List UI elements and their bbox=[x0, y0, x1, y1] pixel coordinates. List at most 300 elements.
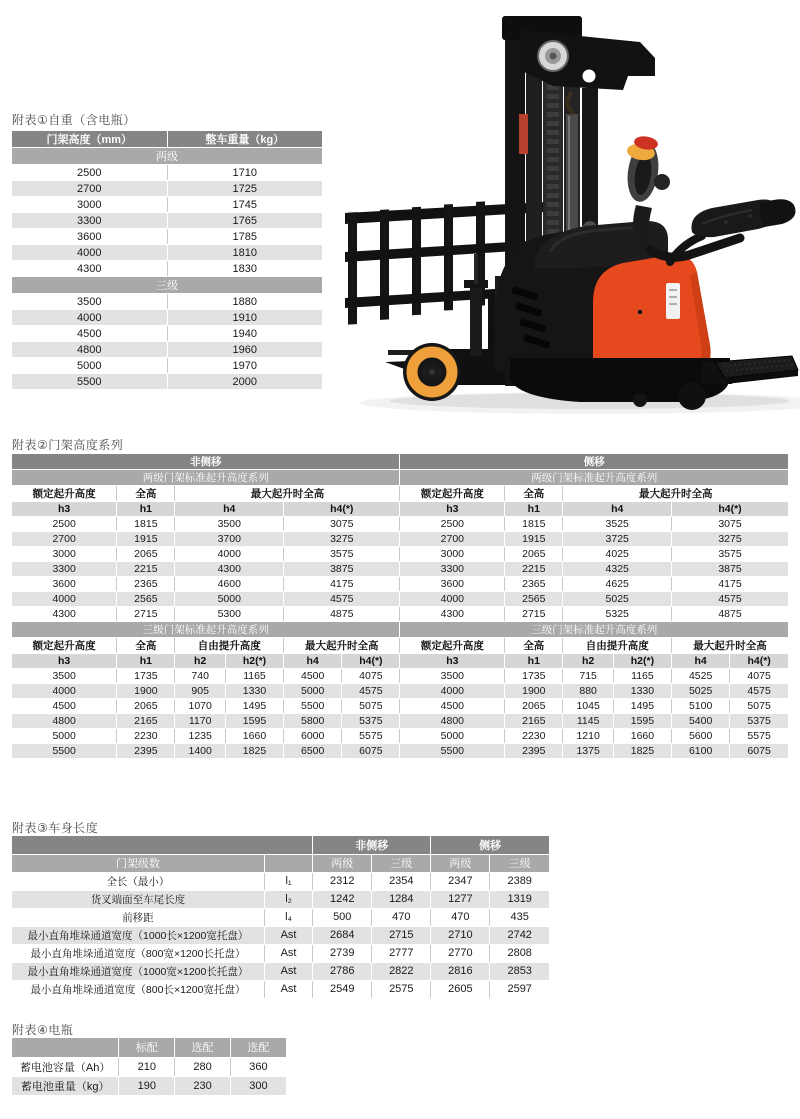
table-cell: 4000 bbox=[12, 245, 167, 261]
table-cell: 5800 bbox=[284, 714, 342, 729]
caster-wheel bbox=[633, 393, 647, 407]
table-cell: 1915 bbox=[505, 532, 563, 547]
table-row bbox=[12, 532, 788, 547]
table-row bbox=[12, 592, 788, 607]
table-cell: 4800 bbox=[12, 342, 167, 358]
table-cell: 4300 bbox=[175, 562, 284, 577]
sub-h3: h3 bbox=[400, 502, 505, 517]
table-cell: 1284 bbox=[372, 890, 431, 908]
table-cell: 2230 bbox=[117, 729, 175, 744]
table-cell: 4800 bbox=[400, 714, 505, 729]
table-cell: 3500 bbox=[400, 669, 505, 684]
table-cell: 3525 bbox=[563, 517, 672, 532]
table-cell: 3700 bbox=[175, 532, 284, 547]
table-cell: 1830 bbox=[167, 261, 322, 277]
mast-stages-label: 门架级数 bbox=[12, 854, 264, 872]
table-cell: 3875 bbox=[672, 562, 788, 577]
table1-header-row bbox=[12, 131, 322, 148]
table-cell: 蓄电池容量（Ah） bbox=[12, 1057, 119, 1076]
table4-title: 附表④电瓶 bbox=[12, 1023, 74, 1037]
table-cell: 4300 bbox=[12, 607, 117, 622]
table-cell: 1765 bbox=[167, 213, 322, 229]
sub-h2-star: h2(*) bbox=[225, 654, 283, 669]
table-cell: 4575 bbox=[284, 592, 400, 607]
table-cell: 5000 bbox=[400, 729, 505, 744]
armrest bbox=[650, 199, 796, 262]
table-cell: 740 bbox=[175, 669, 225, 684]
stage-two: 两级 bbox=[431, 854, 490, 872]
table3-stage-header-row bbox=[12, 854, 549, 872]
table-cell: 2065 bbox=[117, 699, 175, 714]
table1-section-three-stage-row bbox=[12, 277, 322, 294]
table-cell: 3600 bbox=[12, 577, 117, 592]
table-cell: 3300 bbox=[12, 213, 167, 229]
table-cell: 最小直角堆垛通道宽度（800宽×1200长托盘） bbox=[12, 944, 264, 962]
sub-h1: h1 bbox=[505, 502, 563, 517]
table-row bbox=[12, 607, 788, 622]
table-cell: 3600 bbox=[12, 229, 167, 245]
table-cell: 1900 bbox=[117, 684, 175, 699]
table-cell: 2395 bbox=[505, 744, 563, 759]
table-cell: 1330 bbox=[225, 684, 283, 699]
sub-h3: h3 bbox=[12, 502, 117, 517]
sub-h4-star: h4(*) bbox=[342, 654, 400, 669]
table-cell: 1735 bbox=[117, 669, 175, 684]
reach-truck-product-image bbox=[340, 0, 800, 420]
table-cell: 5500 bbox=[284, 699, 342, 714]
table-cell: 2347 bbox=[431, 872, 490, 890]
table-cell: 2365 bbox=[117, 577, 175, 592]
table4-battery bbox=[12, 1038, 286, 1096]
drive-wheel bbox=[678, 382, 706, 410]
table-cell: 1400 bbox=[175, 744, 225, 759]
table-cell: 1725 bbox=[167, 181, 322, 197]
table-cell: 2715 bbox=[117, 607, 175, 622]
stage-three: 三级 bbox=[490, 854, 549, 872]
table-cell: 1810 bbox=[167, 245, 322, 261]
table-cell: Ast bbox=[264, 926, 312, 944]
table-cell: 最小直角堆垛通道宽度（1000宽×1200长托盘） bbox=[12, 962, 264, 980]
table-cell: 2215 bbox=[505, 562, 563, 577]
table-row bbox=[12, 669, 788, 684]
table-cell: 300 bbox=[230, 1076, 286, 1095]
table-cell: 4000 bbox=[12, 592, 117, 607]
col-rated-lift-height: 额定起升高度 bbox=[12, 638, 117, 654]
table-cell: 470 bbox=[431, 908, 490, 926]
table-cell: 4075 bbox=[342, 669, 400, 684]
table-cell: 3275 bbox=[672, 532, 788, 547]
group-non-sideshift: 非侧移 bbox=[313, 836, 431, 854]
table-cell: 1495 bbox=[613, 699, 671, 714]
lift-cylinder bbox=[566, 114, 578, 234]
table2-title: 附表②门架高度系列 bbox=[12, 438, 124, 452]
table-cell: 1595 bbox=[225, 714, 283, 729]
table-cell: 2500 bbox=[12, 517, 117, 532]
table-cell: 6500 bbox=[284, 744, 342, 759]
mast-sticker bbox=[519, 114, 528, 154]
table-cell: 4300 bbox=[12, 261, 167, 277]
table-row bbox=[12, 310, 322, 326]
col-overall-height: 全高 bbox=[117, 486, 175, 502]
blank-cell bbox=[12, 1038, 119, 1057]
table-cell: 2816 bbox=[431, 962, 490, 980]
table-row bbox=[12, 714, 788, 729]
table2-group-row bbox=[12, 454, 788, 470]
table3-group-row bbox=[12, 836, 549, 854]
table-cell: 2500 bbox=[400, 517, 505, 532]
table-cell: 190 bbox=[119, 1076, 175, 1095]
sub-h4-star: h4(*) bbox=[730, 654, 788, 669]
table-cell: 5600 bbox=[672, 729, 730, 744]
table-row bbox=[12, 562, 788, 577]
table-cell: 1277 bbox=[431, 890, 490, 908]
table-cell: 5075 bbox=[342, 699, 400, 714]
table2-three-stage-colheader-row bbox=[12, 638, 788, 654]
col-standard: 标配 bbox=[119, 1038, 175, 1057]
col-max-lift-overall-height: 最大起升时全高 bbox=[175, 486, 400, 502]
table-cell: 4500 bbox=[12, 699, 117, 714]
table-cell: Ast bbox=[264, 944, 312, 962]
table-cell: 2575 bbox=[372, 980, 431, 998]
table-cell: 5000 bbox=[284, 684, 342, 699]
table-cell: 2065 bbox=[117, 547, 175, 562]
table-cell: 5575 bbox=[730, 729, 788, 744]
table2-two-stage-colheader-row bbox=[12, 486, 788, 502]
section-label-three-stage: 三级 bbox=[12, 277, 322, 294]
front-load-wheel bbox=[403, 343, 461, 401]
table-cell: 2739 bbox=[313, 944, 372, 962]
sub-h1: h1 bbox=[505, 654, 563, 669]
table-cell: 435 bbox=[490, 908, 549, 926]
table-cell: 230 bbox=[175, 1076, 231, 1095]
table-cell: 6075 bbox=[730, 744, 788, 759]
col-max-lift-overall-height: 最大起升时全高 bbox=[563, 486, 788, 502]
table-row bbox=[12, 294, 322, 310]
sub-h4-star: h4(*) bbox=[672, 502, 788, 517]
table-cell: 3000 bbox=[400, 547, 505, 562]
table-cell: 6000 bbox=[284, 729, 342, 744]
table-cell: 6100 bbox=[672, 744, 730, 759]
table-cell: 2605 bbox=[431, 980, 490, 998]
col-rated-lift-height: 额定起升高度 bbox=[400, 486, 505, 502]
table-cell: 1960 bbox=[167, 342, 322, 358]
table-cell: 280 bbox=[175, 1057, 231, 1076]
table-cell: 715 bbox=[563, 669, 613, 684]
table-cell: 500 bbox=[313, 908, 372, 926]
table-cell: 4000 bbox=[400, 592, 505, 607]
table-cell: 1910 bbox=[167, 310, 322, 326]
table-row bbox=[12, 197, 322, 213]
three-stage-series-title-left: 三级门架标准起升高度系列 bbox=[12, 622, 400, 638]
table1-title: 附表①自重（含电瓶） bbox=[12, 113, 136, 127]
table1-col-mast-height: 门架高度（mm） bbox=[12, 131, 167, 148]
table2-three-stage-title-row bbox=[12, 622, 788, 638]
table-row bbox=[12, 517, 788, 532]
table4-header-row bbox=[12, 1038, 286, 1057]
table-cell: 1070 bbox=[175, 699, 225, 714]
table-row bbox=[12, 744, 788, 759]
table-cell: 4500 bbox=[12, 326, 167, 342]
table-cell: 2715 bbox=[505, 607, 563, 622]
table-cell: 5025 bbox=[563, 592, 672, 607]
table-cell: Ast bbox=[264, 962, 312, 980]
table-cell: Ast bbox=[264, 980, 312, 998]
table-cell: 2065 bbox=[505, 699, 563, 714]
table-cell: 1330 bbox=[613, 684, 671, 699]
table-cell: 1165 bbox=[613, 669, 671, 684]
table-cell: 4875 bbox=[284, 607, 400, 622]
table-cell: 4575 bbox=[672, 592, 788, 607]
table-cell: 3000 bbox=[12, 547, 117, 562]
table-row bbox=[12, 165, 322, 181]
table-cell: 5100 bbox=[672, 699, 730, 714]
table-cell: 1375 bbox=[563, 744, 613, 759]
table-cell: 2777 bbox=[372, 944, 431, 962]
table-cell: 5375 bbox=[342, 714, 400, 729]
col-max-lift-overall-height: 最大起升时全高 bbox=[284, 638, 400, 654]
table-cell: 5075 bbox=[730, 699, 788, 714]
table-cell: 2215 bbox=[117, 562, 175, 577]
table-cell: 4075 bbox=[730, 669, 788, 684]
table-cell: 6075 bbox=[342, 744, 400, 759]
table-cell: 蓄电池重量（kg） bbox=[12, 1076, 119, 1095]
table-cell: l₁ bbox=[264, 872, 312, 890]
table-cell: 5000 bbox=[12, 358, 167, 374]
sub-h4-star: h4(*) bbox=[284, 502, 400, 517]
table-cell: 1915 bbox=[117, 532, 175, 547]
table-cell: 3500 bbox=[12, 294, 167, 310]
table-cell: 2165 bbox=[117, 714, 175, 729]
table-cell: 2389 bbox=[490, 872, 549, 890]
table-row bbox=[12, 358, 322, 374]
table-cell: 4300 bbox=[400, 607, 505, 622]
sub-h4: h4 bbox=[672, 654, 730, 669]
table-cell: 1745 bbox=[167, 197, 322, 213]
table3-body-length bbox=[12, 836, 549, 999]
table-cell: 2395 bbox=[117, 744, 175, 759]
table-row bbox=[12, 181, 322, 197]
table-cell: 1210 bbox=[563, 729, 613, 744]
table-cell: 5375 bbox=[730, 714, 788, 729]
table-cell: 1825 bbox=[225, 744, 283, 759]
table-cell: 1170 bbox=[175, 714, 225, 729]
table-cell: 4525 bbox=[672, 669, 730, 684]
col-free-lift-height: 自由提升高度 bbox=[175, 638, 284, 654]
table-cell: 1880 bbox=[167, 294, 322, 310]
table-cell: 全长（最小） bbox=[12, 872, 264, 890]
table-cell: 2742 bbox=[490, 926, 549, 944]
col-max-lift-overall-height: 最大起升时全高 bbox=[672, 638, 788, 654]
table-cell: 3500 bbox=[12, 669, 117, 684]
col-overall-height: 全高 bbox=[117, 638, 175, 654]
table-cell: 3300 bbox=[12, 562, 117, 577]
table-cell: 2715 bbox=[372, 926, 431, 944]
table-cell: 3275 bbox=[284, 532, 400, 547]
table-cell: 1735 bbox=[505, 669, 563, 684]
table-cell: 210 bbox=[119, 1057, 175, 1076]
table2-two-stage-subheader-row bbox=[12, 502, 788, 517]
table-cell: 4175 bbox=[672, 577, 788, 592]
section-label-two-stage: 两级 bbox=[12, 148, 322, 165]
table-cell: 5575 bbox=[342, 729, 400, 744]
table-cell: 2700 bbox=[12, 181, 167, 197]
table-cell: 2786 bbox=[313, 962, 372, 980]
table-cell: 最小直角堆垛通道宽度（1000长×1200宽托盘） bbox=[12, 926, 264, 944]
table-cell: 2000 bbox=[167, 374, 322, 390]
table-row bbox=[12, 1076, 286, 1095]
table-row bbox=[12, 374, 322, 390]
table-cell: 3575 bbox=[284, 547, 400, 562]
table-cell: 5000 bbox=[175, 592, 284, 607]
table-row bbox=[12, 577, 788, 592]
col-optional-2: 选配 bbox=[230, 1038, 286, 1057]
table-cell: 5500 bbox=[12, 374, 167, 390]
bracket-hole bbox=[583, 70, 596, 83]
table-row bbox=[12, 245, 322, 261]
table-cell: 5500 bbox=[12, 744, 117, 759]
table-cell: 3875 bbox=[284, 562, 400, 577]
table-row bbox=[12, 261, 322, 277]
table-cell: 2500 bbox=[12, 165, 167, 181]
table-cell: 470 bbox=[372, 908, 431, 926]
table-cell: 2700 bbox=[12, 532, 117, 547]
reach-truck-illustration bbox=[340, 0, 800, 420]
group-sideshift: 侧移 bbox=[431, 836, 549, 854]
table-cell: 货叉端面至车尾长度 bbox=[12, 890, 264, 908]
table-row bbox=[12, 547, 788, 562]
table-row bbox=[12, 926, 549, 944]
table-cell: 4625 bbox=[563, 577, 672, 592]
table-cell: 4025 bbox=[563, 547, 672, 562]
table-cell: 最小直角堆垛通道宽度（800长×1200宽托盘） bbox=[12, 980, 264, 998]
table-cell: 1242 bbox=[313, 890, 372, 908]
blank-cell bbox=[264, 854, 312, 872]
sub-h1: h1 bbox=[117, 502, 175, 517]
table-row bbox=[12, 213, 322, 229]
table-cell: 1825 bbox=[613, 744, 671, 759]
stage-two: 两级 bbox=[313, 854, 372, 872]
table-cell: 1940 bbox=[167, 326, 322, 342]
table-cell: 1785 bbox=[167, 229, 322, 245]
table-cell: 3075 bbox=[672, 517, 788, 532]
table-cell: 3575 bbox=[672, 547, 788, 562]
col-rated-lift-height: 额定起升高度 bbox=[400, 638, 505, 654]
table1-section-two-stage-row bbox=[12, 148, 322, 165]
table-cell: 5325 bbox=[563, 607, 672, 622]
sub-h1: h1 bbox=[117, 654, 175, 669]
table-cell: 3300 bbox=[400, 562, 505, 577]
table-cell: 1595 bbox=[613, 714, 671, 729]
table-cell: 2808 bbox=[490, 944, 549, 962]
table-row bbox=[12, 962, 549, 980]
table-cell: 1145 bbox=[563, 714, 613, 729]
table-row bbox=[12, 342, 322, 358]
table-cell: 2230 bbox=[505, 729, 563, 744]
table-cell: 1815 bbox=[117, 517, 175, 532]
table-cell: 4575 bbox=[730, 684, 788, 699]
table-cell: 4000 bbox=[400, 684, 505, 699]
sub-h3: h3 bbox=[12, 654, 117, 669]
table-cell: 5300 bbox=[175, 607, 284, 622]
table-cell: 1660 bbox=[613, 729, 671, 744]
control-knob bbox=[654, 174, 670, 190]
table-cell: 2312 bbox=[313, 872, 372, 890]
table-cell: 2684 bbox=[313, 926, 372, 944]
table2-mast-height-series bbox=[12, 454, 788, 759]
table-cell: 2165 bbox=[505, 714, 563, 729]
table-cell: 1660 bbox=[225, 729, 283, 744]
table-cell: 4000 bbox=[12, 684, 117, 699]
sub-h2-star: h2(*) bbox=[613, 654, 671, 669]
table-cell: 4500 bbox=[400, 699, 505, 714]
stage-three: 三级 bbox=[372, 854, 431, 872]
table-cell: 880 bbox=[563, 684, 613, 699]
table-cell: 4175 bbox=[284, 577, 400, 592]
table-row bbox=[12, 684, 788, 699]
table-row bbox=[12, 908, 549, 926]
table-cell: 1495 bbox=[225, 699, 283, 714]
col-overall-height: 全高 bbox=[505, 486, 563, 502]
table-cell: 5400 bbox=[672, 714, 730, 729]
table-row bbox=[12, 890, 549, 908]
table-cell: 5500 bbox=[400, 744, 505, 759]
table-cell: 2065 bbox=[505, 547, 563, 562]
table-cell: 前移距 bbox=[12, 908, 264, 926]
col-optional-1: 选配 bbox=[175, 1038, 231, 1057]
group-non-sideshift: 非侧移 bbox=[12, 454, 400, 470]
table-cell: 1815 bbox=[505, 517, 563, 532]
table-cell: 2565 bbox=[505, 592, 563, 607]
table-cell: 5000 bbox=[12, 729, 117, 744]
col-rated-lift-height: 额定起升高度 bbox=[12, 486, 117, 502]
table-cell: 1165 bbox=[225, 669, 283, 684]
table-cell: 4325 bbox=[563, 562, 672, 577]
spec-sticker bbox=[666, 283, 680, 319]
three-stage-series-title-right: 三级门架标准起升高度系列 bbox=[400, 622, 788, 638]
blank-cell bbox=[12, 836, 313, 854]
sub-h2: h2 bbox=[175, 654, 225, 669]
col-free-lift-height: 自由提升高度 bbox=[563, 638, 672, 654]
table-row bbox=[12, 326, 322, 342]
sub-h4: h4 bbox=[175, 502, 284, 517]
table-cell: 4600 bbox=[175, 577, 284, 592]
table-cell: 2822 bbox=[372, 962, 431, 980]
table-cell: 1710 bbox=[167, 165, 322, 181]
table-row bbox=[12, 729, 788, 744]
table-cell: l₂ bbox=[264, 890, 312, 908]
table-row bbox=[12, 1057, 286, 1076]
table-cell: 3000 bbox=[12, 197, 167, 213]
table1-self-weight bbox=[12, 131, 322, 390]
table2-three-stage-subheader-row bbox=[12, 654, 788, 669]
table-cell: 1045 bbox=[563, 699, 613, 714]
group-sideshift: 侧移 bbox=[400, 454, 788, 470]
sub-h3: h3 bbox=[400, 654, 505, 669]
table1-col-truck-weight: 整车重量（kg） bbox=[167, 131, 322, 148]
table-cell: 3500 bbox=[175, 517, 284, 532]
table-cell: 5025 bbox=[672, 684, 730, 699]
table-cell: 2853 bbox=[490, 962, 549, 980]
table-cell: 360 bbox=[230, 1057, 286, 1076]
table-cell: 4500 bbox=[284, 669, 342, 684]
two-stage-series-title-left: 两级门架标准起升高度系列 bbox=[12, 470, 400, 486]
table-cell: 4575 bbox=[342, 684, 400, 699]
table3-title: 附表③车身长度 bbox=[12, 821, 99, 835]
table-cell: 4000 bbox=[12, 310, 167, 326]
table-cell: 3725 bbox=[563, 532, 672, 547]
table-cell: 2365 bbox=[505, 577, 563, 592]
table-cell: l₄ bbox=[264, 908, 312, 926]
